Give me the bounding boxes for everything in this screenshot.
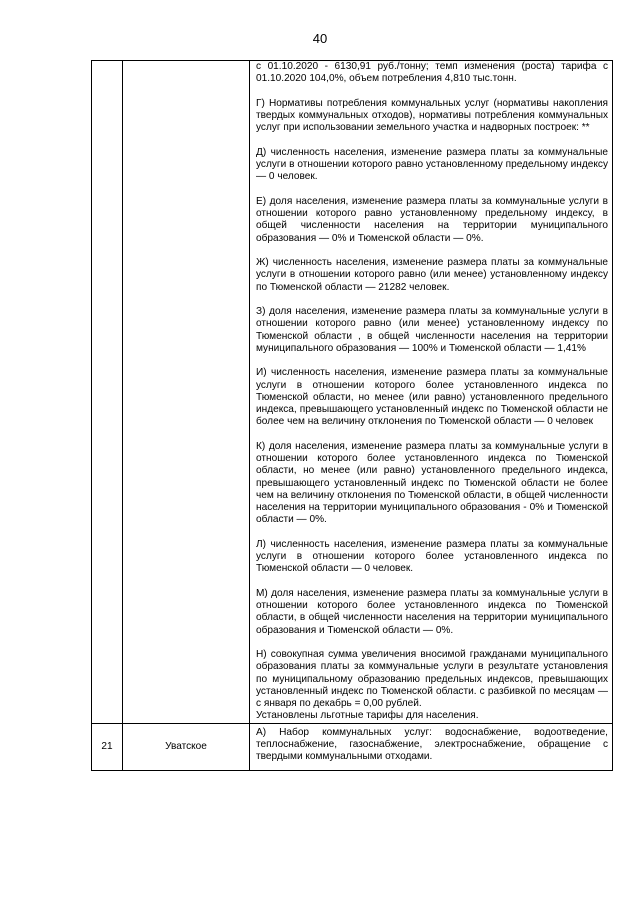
municipal-tariff-table (91, 60, 613, 771)
paragraph-a-services-set: А) Набор коммунальных услуг: водоснабжение, водоотведение, теплоснабжение, газоснабжение, электроснабжение, обращение с твердыми коммунальными отходами. (256, 726, 608, 762)
table-row (92, 61, 613, 724)
details-cell (250, 61, 613, 724)
row-number-cell (92, 61, 123, 724)
paragraph-k-population-share: К) доля населения, изменение размера платы за коммунальные услуги в отношении которого более установленного индекса по Тюменской области, но менее (или равно) установленного предельного индекса, превышающего установленный индекс по Тюменской области не более чем на величину отклонения по Тюменской области, в общей численности населения на территории муниципального образования - 0% и Тюменской области — 0%. (256, 440, 608, 526)
paragraph-d-population-count: Д) численность населения, изменение размера платы за коммунальные услуги в отношении которого равно установленному предельному индексу — 0 человек. (256, 146, 608, 183)
paragraph-e-population-share: Е) доля населения, изменение размера платы за коммунальные услуги в отношении которого равно установленному предельному индексу, в общей численности населения на территории муниципального образования — 0% и Тюменской области — 0%. (256, 195, 608, 244)
paragraph-m-population-share: М) доля населения, изменение размера платы за коммунальные услуги в отношении которого более установленного индекса по Тюменской области, в общей численности населения на территории муниципального образования и Тюменской области — 0%. (256, 587, 608, 636)
row-number-cell: 21 (92, 723, 123, 770)
paragraph-zh-population-count: Ж) численность населения, изменение размера платы за коммунальные услуги в отношении которого равно (или менее) установленному индексу по Тюменской области — 21282 человек. (256, 257, 608, 293)
table-row (92, 723, 613, 770)
paragraph-n-total-increase: Н) совокупная сумма увеличения вносимой гражданами муниципального образования платы за коммунальные услуги в результате установления по муниципальному образованию предельных индексов, превышающих установленный индекс по Тюменской области. с разбивкой по месяцам — с января по декабрь = 0,00 рублей. (256, 649, 608, 709)
paragraph-i-population-count: И) численность населения, изменение размера платы за коммунальные услуги в отношении которого более установленного индекса по Тюменской области, но менее (или равно) установленного предельного индекса, превышающего установленный индекс по Тюменской области не более чем на величину отклонения по Тюменской области — 0 человек (256, 367, 608, 428)
paragraph-preferential-tariffs: Установлены льготные тарифы для населения. (256, 710, 479, 722)
municipality-name-cell: Уватское (123, 723, 250, 770)
municipality-name-cell (123, 61, 250, 724)
page-number: 40 (312, 31, 328, 46)
details-cell (250, 723, 613, 770)
paragraph-l-population-count: Л) численность населения, изменение размера платы за коммунальные услуги в отношении которого более установленного индекса по Тюменской области — 0 человек. (256, 538, 608, 575)
paragraph-z-population-share: З) доля населения, изменение размера платы за коммунальные услуги в отношении которого равно (или менее) установленному индексу по Тюменской области , в общей численности населения на территории муниципального образования — 100% и Тюменской области — 1,41% (256, 306, 608, 354)
paragraph-g-consumption-norms: Г) Нормативы потребления коммунальных услуг (нормативы накопления твердых коммунальных отходов), нормативы потребления коммунальных услуг при использовании земельного участка и надворных построек: ** (256, 97, 608, 134)
paragraph-tariff-continuation: с 01.10.2020 - 6130,91 руб./тонну; темп изменения (роста) тарифа с 01.10.2020 104,0%, объем потребления 4,810 тыс.тонн. (256, 61, 608, 85)
